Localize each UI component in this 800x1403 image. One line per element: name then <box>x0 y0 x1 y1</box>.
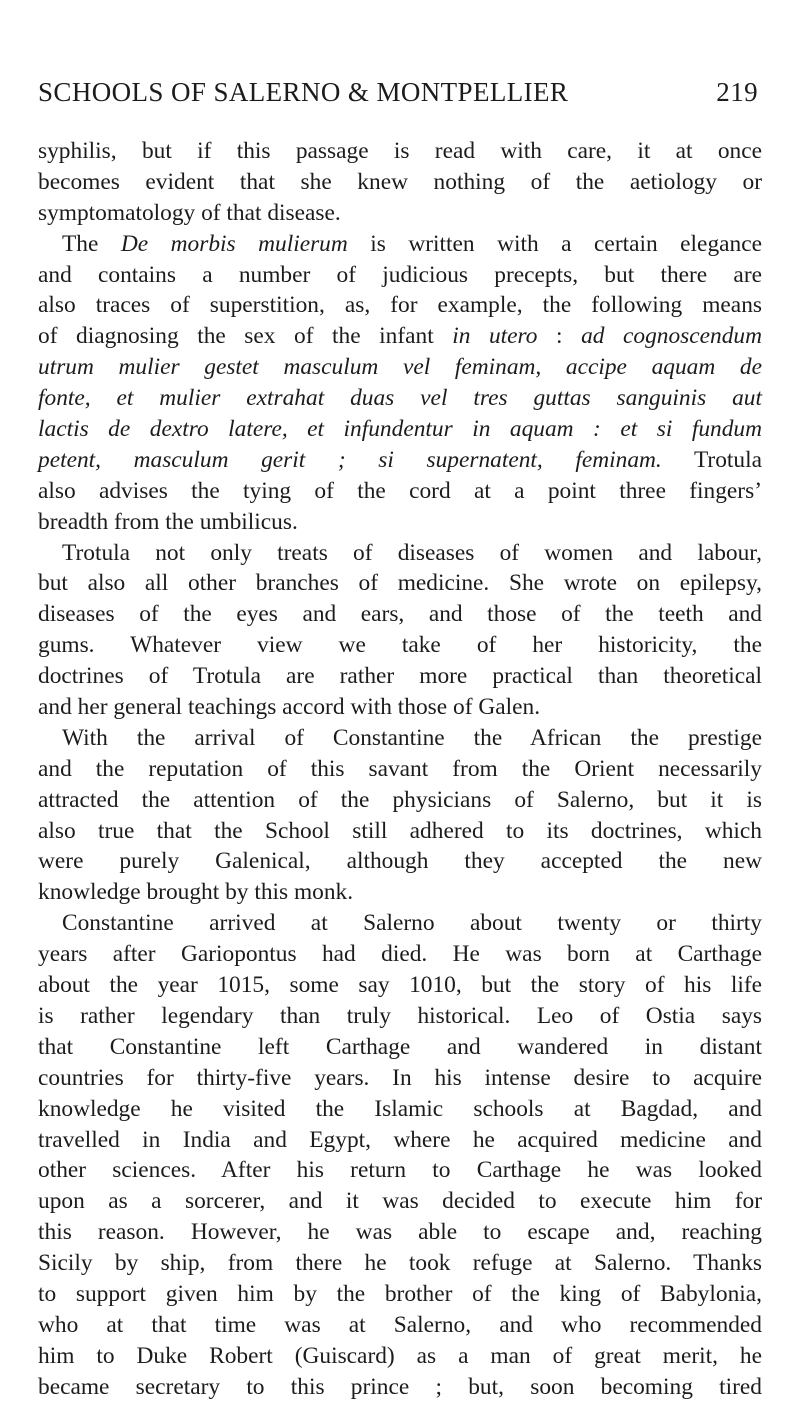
text-run: also traces of superstition, as, for example, the following means <box>38 292 762 319</box>
text-line <box>38 1032 762 1063</box>
text-line <box>38 816 762 847</box>
text-run: and contains a number of judicious precepts, but there are <box>38 261 762 288</box>
text-line <box>38 1341 762 1372</box>
text-line <box>38 877 762 908</box>
text-line <box>38 414 762 445</box>
text-line <box>38 1310 762 1341</box>
italic-text: lactis de dextro latere, et infundentur in aquam : et si fundum <box>38 416 762 443</box>
text-line <box>38 568 762 599</box>
text-line <box>38 538 762 569</box>
text-line <box>38 785 762 816</box>
text-run: this reason. However, he was able to escape and, reaching <box>38 1219 762 1246</box>
text-run: other sciences. After his return to Carthage he was looked <box>38 1157 762 1184</box>
text-run: also true that the School still adhered to its doctrines, which <box>38 817 762 844</box>
body-text <box>38 136 762 1403</box>
text-line <box>38 352 762 383</box>
text-line <box>38 1063 762 1094</box>
text-line <box>38 599 762 630</box>
text-line <box>38 1155 762 1186</box>
text-run: knowledge brought by this monk. <box>38 879 354 906</box>
text-line <box>38 723 762 754</box>
text-run: is rather legendary than truly historical. Leo of Ostia says <box>38 1002 762 1029</box>
text-run: becomes evident that she knew nothing of the aetiology or <box>38 168 762 195</box>
text-line <box>38 1094 762 1125</box>
text-line <box>38 321 762 352</box>
text-line <box>38 846 762 877</box>
text-run: about the year 1015, some say 1010, but the story of his life <box>38 972 762 999</box>
text-line <box>38 260 762 291</box>
text-line <box>38 908 762 939</box>
text-line <box>38 136 762 167</box>
text-line <box>38 1001 762 1032</box>
text-line <box>38 1279 762 1310</box>
text-run: Trotula <box>661 446 762 473</box>
text-line <box>38 383 762 414</box>
text-line <box>38 476 762 507</box>
text-run: to support given him by the brother of the king of Babylonia, <box>38 1280 762 1307</box>
text-run: attracted the attention of the physicians of Salerno, but it is <box>38 786 762 813</box>
text-line <box>38 661 762 692</box>
text-run: Constantine arrived at Salerno about twenty or thirty <box>62 910 762 937</box>
text-line <box>38 754 762 785</box>
text-run: countries for thirty-five years. In his intense desire to acquire <box>38 1064 762 1091</box>
text-run: him to Duke Robert (Guiscard) as a man of great merit, he <box>38 1342 762 1369</box>
text-line <box>38 692 762 723</box>
text-run: but also all other branches of medicine. She wrote on epilepsy, <box>38 570 762 597</box>
text-run: The <box>62 230 121 257</box>
text-line <box>38 1186 762 1217</box>
italic-text: petent, masculum gerit ; si supernatent, feminam. <box>38 446 662 473</box>
text-run: years after Gariopontus had died. He was born at Carthage <box>38 941 762 968</box>
italic-text: fonte, et mulier extrahat duas vel tres guttas sanguinis aut <box>38 385 762 412</box>
text-line <box>38 1217 762 1248</box>
text-run: and the reputation of this savant from the Orient necessarily <box>38 755 762 782</box>
book-page <box>38 72 762 1403</box>
text-run: that Constantine left Carthage and wandered in distant <box>38 1033 762 1060</box>
text-run: who at that time was at Salerno, and who recommended <box>38 1311 762 1338</box>
text-line <box>38 445 762 476</box>
text-run: With the arrival of Constantine the African the prestige <box>62 724 762 751</box>
page-number: 219 <box>716 77 758 107</box>
text-run: doctrines of Trotula are rather more practical than theoretical <box>38 663 762 690</box>
text-line <box>38 1125 762 1156</box>
text-line <box>38 630 762 661</box>
italic-text: in utero <box>452 323 538 350</box>
italic-text: utrum mulier gestet masculum vel feminam, accipe aquam de <box>38 354 762 381</box>
text-line <box>38 939 762 970</box>
text-run: travelled in India and Egypt, where he acquired medicine and <box>38 1126 762 1153</box>
text-run: became secretary to this prince ; but, soon becoming tired <box>38 1373 762 1400</box>
text-run: : <box>537 323 582 350</box>
text-line <box>38 167 762 198</box>
text-run: symptomatology of that disease. <box>38 199 341 226</box>
text-run: upon as a sorcerer, and it was decided to execute him for <box>38 1188 762 1215</box>
text-line <box>38 198 762 229</box>
text-run: knowledge he visited the Islamic schools at Bagdad, and <box>38 1095 762 1122</box>
text-line <box>38 290 762 321</box>
running-title: SCHOOLS OF SALERNO & MONTPELLIER <box>38 77 569 107</box>
text-run: is written with a certain elegance <box>347 230 762 257</box>
text-run: gums. Whatever view we take of her historicity, the <box>38 632 762 659</box>
text-line <box>38 1372 762 1403</box>
text-run: Sicily by ship, from there he took refuge at Salerno. Thanks <box>38 1250 762 1277</box>
text-run: diseases of the eyes and ears, and those of the teeth and <box>38 601 762 628</box>
text-run: of diagnosing the sex of the infant <box>38 323 453 350</box>
running-head <box>38 72 762 112</box>
text-line <box>38 1248 762 1279</box>
text-line <box>38 507 762 538</box>
text-line <box>38 970 762 1001</box>
italic-text: ad cognoscendum <box>581 323 762 350</box>
text-run: and her general teachings accord with those of Galen. <box>38 694 541 721</box>
text-run: breadth from the umbilicus. <box>38 508 298 535</box>
text-run: syphilis, but if this passage is read with care, it at once <box>38 138 762 164</box>
text-run: were purely Galenical, although they accepted the new <box>38 848 762 875</box>
text-run: also advises the tying of the cord at a point three fingers’ <box>38 477 762 504</box>
text-line <box>38 229 762 260</box>
text-run: Trotula not only treats of diseases of women and labour, <box>62 539 762 566</box>
italic-text: De morbis mulierum <box>120 230 348 257</box>
